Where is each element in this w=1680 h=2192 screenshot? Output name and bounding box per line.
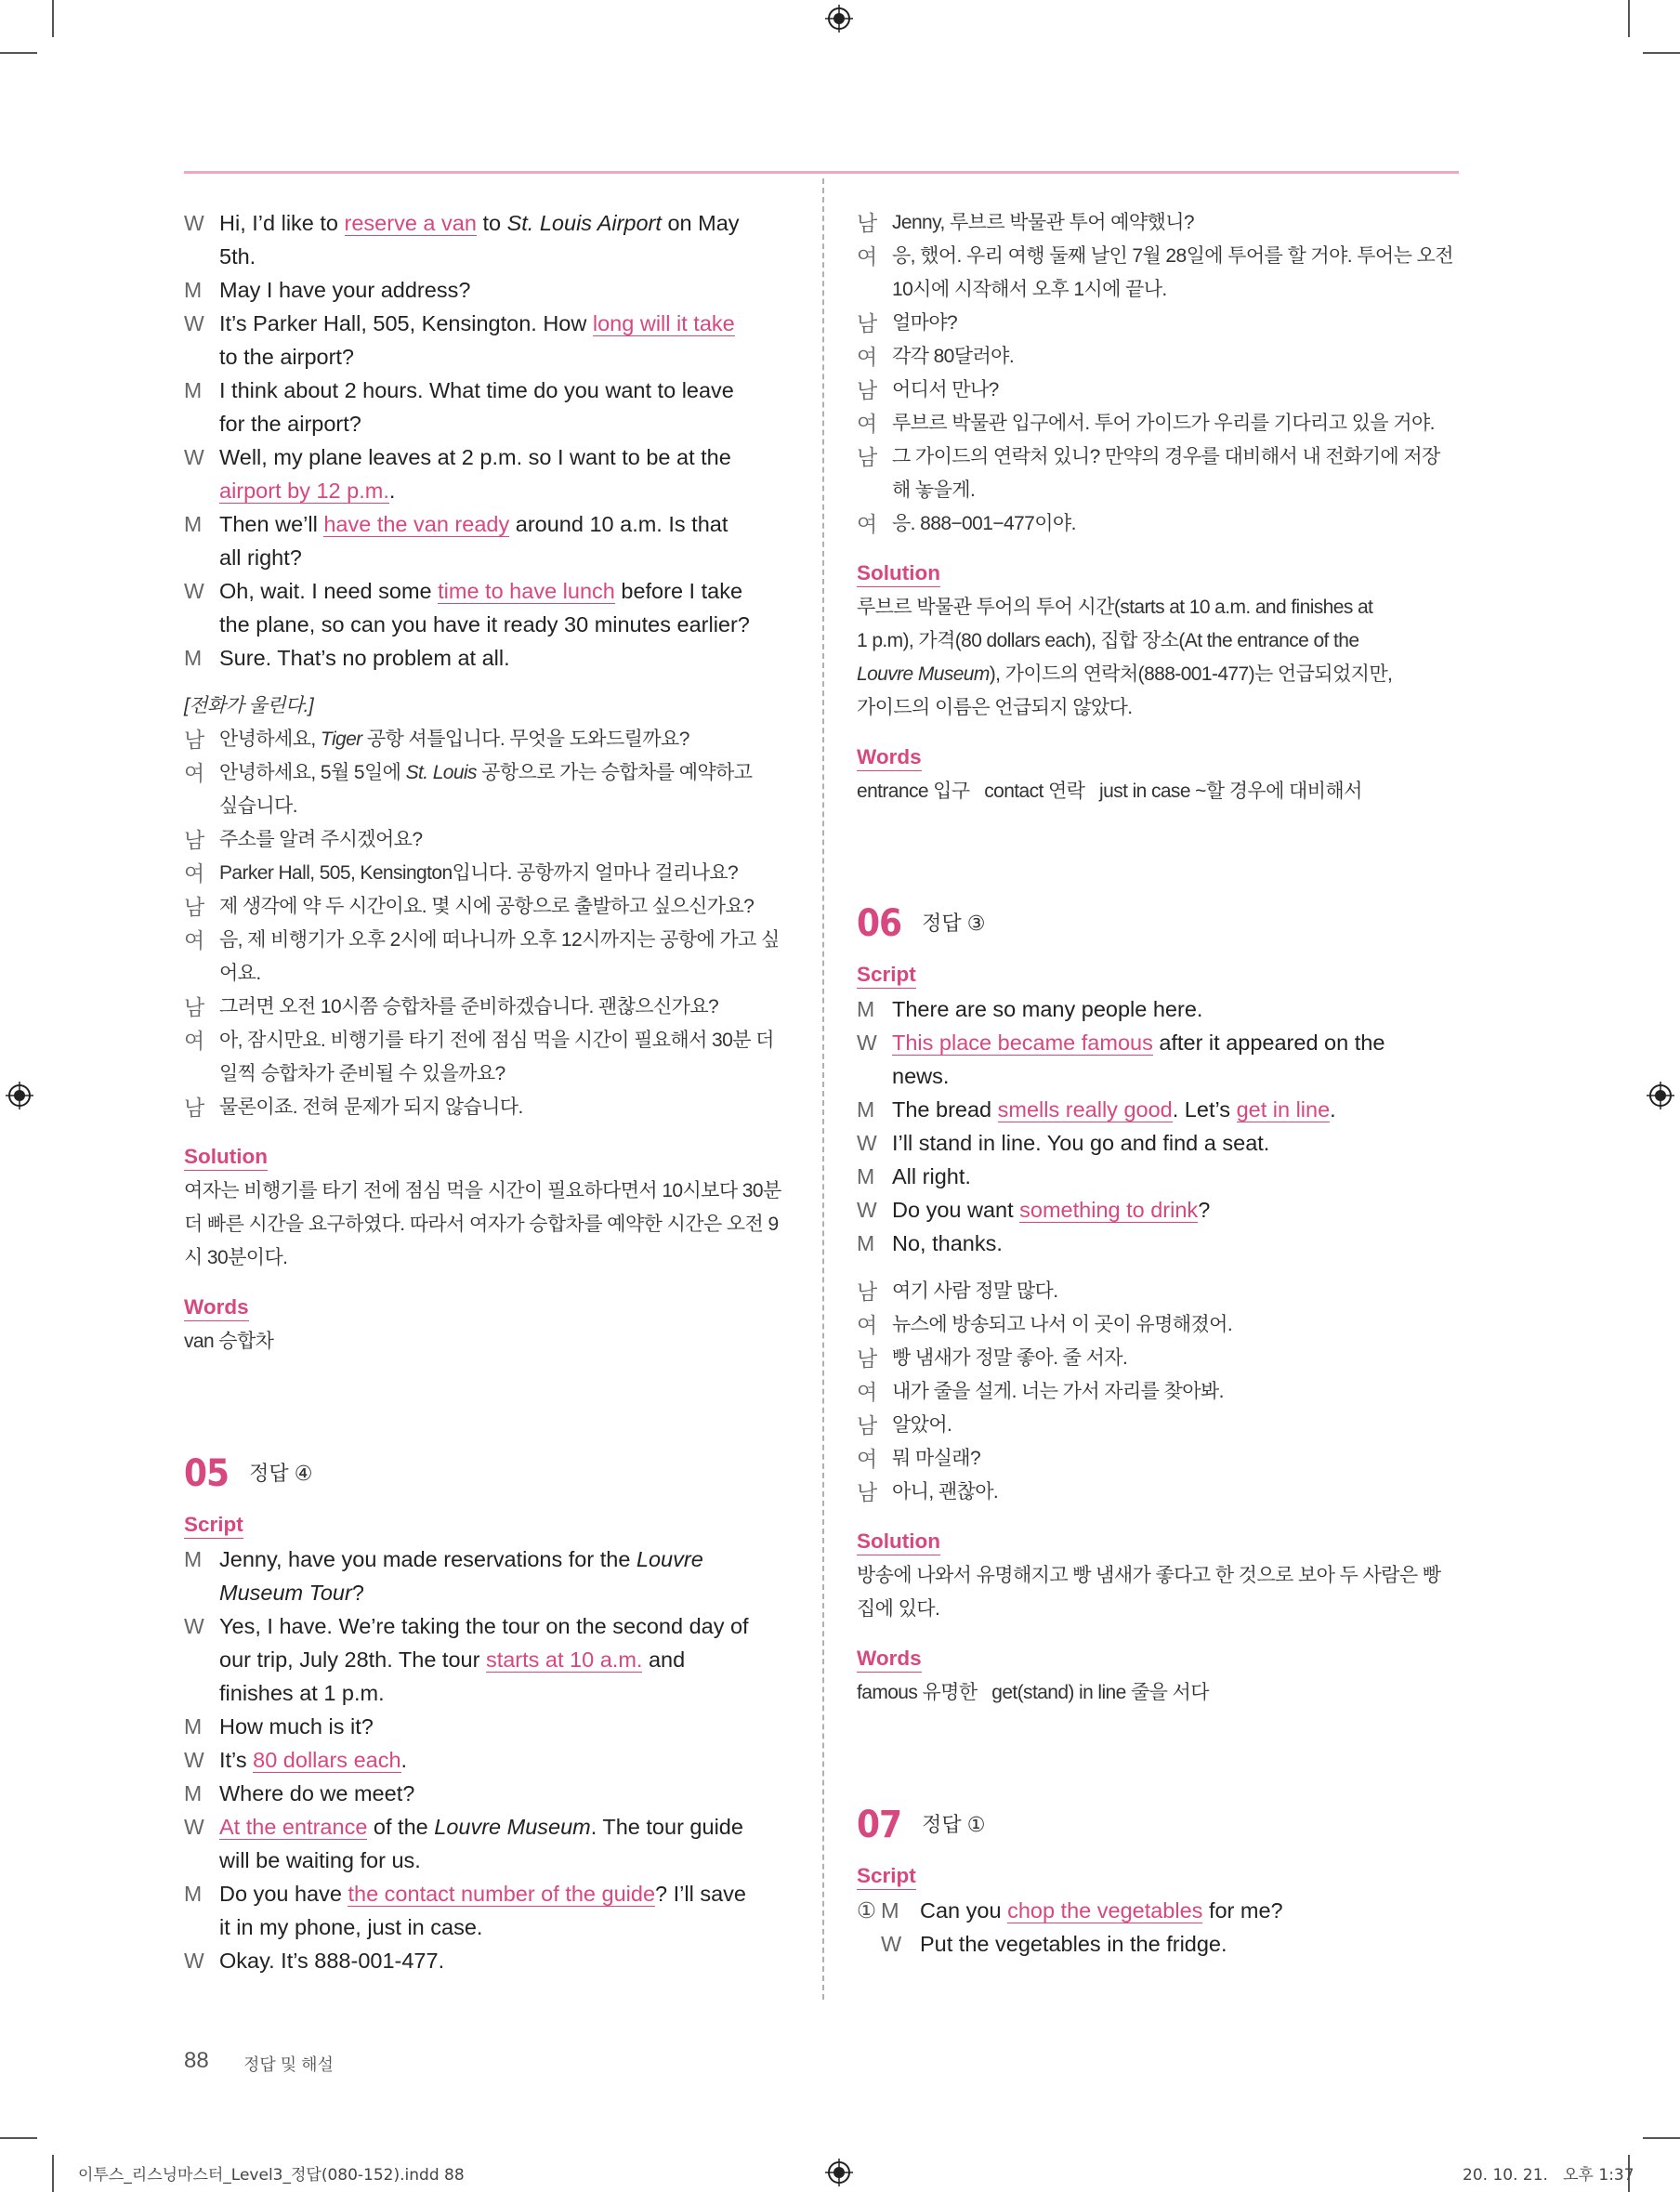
solution-text — [857, 591, 1459, 725]
text-run: Louvre Museum — [434, 1815, 591, 1839]
text-run: 루브르 박물관 입구에서. 투어 가이드가 우리를 기다리고 있을 거야. — [892, 413, 1435, 434]
speaker-label: 남 — [857, 378, 877, 402]
text-run: It’s — [219, 1748, 254, 1772]
dialogue-line — [857, 407, 1459, 440]
speaker-label: M — [184, 1714, 203, 1739]
speaker-label: W — [184, 1949, 204, 1973]
text-run: 뭐 마실래? — [892, 1448, 981, 1469]
speaker-label: W — [881, 1932, 902, 1956]
dialogue-line — [857, 1160, 1459, 1193]
text-run: for the airport? — [219, 412, 361, 436]
speaker-label: 남 — [857, 211, 877, 235]
text-run: 응. 888−001−477이야. — [892, 513, 1076, 534]
highlighted-phrase: reserve a van — [344, 211, 477, 235]
dialogue-line — [184, 1910, 786, 1944]
text-run: Louvre Museum — [857, 663, 990, 685]
speaker-label: 남 — [857, 445, 877, 469]
highlighted-phrase: the contact number of the guide — [348, 1882, 656, 1906]
question-07-heading — [857, 1792, 1459, 1858]
text-run: to — [476, 211, 507, 235]
dialogue-line — [184, 240, 786, 273]
text-run: for me? — [1202, 1898, 1283, 1923]
dialogue-line — [857, 307, 1459, 340]
solution-text — [857, 1559, 1459, 1626]
right-column — [857, 206, 1459, 1961]
speaker-label: 여 — [857, 1380, 877, 1404]
dialogue-line — [857, 206, 1459, 240]
text-run: May I have your address? — [219, 278, 471, 302]
speaker-label: M — [184, 512, 203, 536]
highlighted-phrase: 80 dollars each — [253, 1748, 401, 1772]
dialogue-line — [184, 1844, 786, 1877]
dialogue-line — [184, 407, 786, 440]
dialogue-line — [184, 273, 786, 307]
text-run: No, thanks. — [892, 1231, 1003, 1255]
question-number: 07 — [857, 1804, 902, 1846]
text-run: Hi, I’d like to — [219, 211, 345, 235]
solution-label: Solution — [857, 1529, 940, 1555]
dialogue-line — [184, 957, 786, 991]
registration-mark-icon — [1647, 1082, 1674, 1109]
words-label: Words — [857, 1646, 922, 1673]
text-run: Do you want — [892, 1198, 1020, 1222]
solution-label: Solution — [184, 1144, 268, 1171]
text-run: Jenny, have you made reservations for the — [219, 1547, 637, 1571]
text-run: Well, my plane leaves at 2 p.m. so I want to be at the — [219, 445, 731, 469]
text-line: 집에 있다. — [857, 1598, 940, 1620]
text-run: All right. — [892, 1164, 971, 1188]
text-run: 5th. — [219, 244, 256, 269]
text-run: 10시에 시작해서 오후 1시에 끝나. — [892, 279, 1167, 300]
speaker-label: W — [184, 311, 204, 335]
dialogue-line — [184, 890, 786, 924]
solution-text — [184, 1175, 786, 1275]
text-run: 내가 줄을 설게. 너는 가서 자리를 찾아봐. — [892, 1381, 1224, 1402]
dialogue-line — [184, 574, 786, 608]
dialogue-line — [184, 991, 786, 1024]
speaker-label: W — [184, 211, 204, 235]
text-run: before I take — [614, 579, 743, 603]
highlighted-phrase: smells really good — [997, 1097, 1173, 1122]
dialogue-line — [184, 641, 786, 675]
crop-mark — [52, 2155, 54, 2192]
speaker-label: M — [184, 646, 203, 670]
dialogue-korean — [184, 723, 786, 1124]
crop-mark — [1643, 52, 1680, 54]
text-run: 안녕하세요, 5월 5일에 — [219, 762, 406, 783]
option-number: ① — [857, 1898, 877, 1923]
text-run: Tiger — [320, 728, 362, 750]
speaker-label: W — [184, 445, 204, 469]
text-run: news. — [892, 1064, 950, 1088]
speaker-label: 남 — [184, 828, 204, 852]
dialogue-line — [857, 474, 1459, 507]
text-run: Put the vegetables in the fridge. — [920, 1932, 1227, 1956]
question-06-korean — [857, 1275, 1459, 1509]
dialogue-line — [184, 307, 786, 340]
speaker-label: 남 — [857, 1346, 877, 1371]
speaker-label: 여 — [857, 412, 877, 436]
text-run: 공항 셔틀입니다. 무엇을 도와드릴까요? — [361, 728, 689, 750]
text-run: 해 놓을게. — [892, 479, 976, 501]
text-run: 그 가이드의 연락처 있니? 만약의 경우를 대비해서 내 전화기에 저장 — [892, 446, 1440, 467]
speaker-label: 여 — [184, 928, 204, 952]
dialogue-line — [857, 374, 1459, 407]
text-run: 가이드의 이름은 언급되지 않았다. — [857, 697, 1133, 718]
question-06-script — [857, 992, 1459, 1260]
dialogue-line — [857, 1093, 1459, 1126]
dialogue-line — [184, 1676, 786, 1710]
dialogue-line — [184, 1609, 786, 1643]
text-run: 싶습니다. — [219, 795, 297, 817]
dialogue-line — [184, 374, 786, 407]
text-run: will be waiting for us. — [219, 1848, 421, 1872]
dialogue-line — [857, 1375, 1459, 1409]
option-line — [857, 1894, 1459, 1927]
script-label: Script — [184, 1512, 243, 1539]
dialogue-line — [184, 1542, 786, 1576]
dialogue-line — [857, 992, 1459, 1026]
dialogue-line — [857, 340, 1459, 374]
dialogue-line — [857, 1126, 1459, 1160]
speaker-label: 여 — [857, 345, 877, 369]
dialogue-line — [184, 206, 786, 240]
question-06-heading — [857, 890, 1459, 957]
text-run: There are so many people here. — [892, 997, 1203, 1021]
speaker-label: 여 — [184, 761, 204, 785]
dialogue-line — [184, 474, 786, 507]
text-run: Parker Hall, 505, Kensington입니다. 공항까지 얼마나 걸리나요? — [219, 862, 739, 884]
crop-mark — [1628, 0, 1630, 37]
question-05-heading — [184, 1440, 786, 1507]
text-line — [857, 691, 1459, 725]
speaker-label: 남 — [184, 895, 204, 919]
highlighted-phrase: have the van ready — [323, 512, 510, 536]
question-05-korean — [857, 206, 1459, 541]
file-slug: 이투스_리스닝마스터_Level3_정답(080-152).indd 88 — [78, 2166, 465, 2185]
text-run: Then we’ll — [219, 512, 324, 536]
words-text: entrance 입구 contact 연락 just in case ~할 경우에 대비해서 — [857, 781, 1362, 802]
dialogue-line — [184, 790, 786, 823]
dialogue-line — [184, 1576, 786, 1609]
text-run: it in my phone, just in case. — [219, 1915, 483, 1939]
text-run: ? — [351, 1581, 364, 1605]
speaker-label: W — [184, 1614, 204, 1638]
dialogue-line — [184, 1777, 786, 1810]
text-run: Okay. It’s 888-001-477. — [219, 1949, 445, 1973]
text-run: 아, 잠시만요. 비행기를 타기 전에 점심 먹을 시간이 필요해서 30분 더 — [219, 1030, 774, 1051]
dialogue-line — [184, 1643, 786, 1676]
dialogue-line — [857, 1275, 1459, 1308]
text-run: 음, 제 비행기가 오후 2시에 떠나니까 오후 12시까지는 공항에 가고 싶 — [219, 929, 780, 951]
dialogue-line — [857, 1193, 1459, 1227]
crop-mark — [1643, 2137, 1680, 2139]
text-line — [857, 624, 1459, 658]
text-run: the plane, so can you have it ready 30 minutes earlier? — [219, 612, 750, 637]
speaker-label: 여 — [184, 1029, 204, 1053]
text-run: 그러면 오전 10시쯤 승합차를 준비하겠습니다. 괜찮으신가요? — [219, 996, 719, 1017]
speaker-label: M — [881, 1898, 899, 1923]
speaker-label: M — [857, 1231, 875, 1255]
text-run: 어디서 만나? — [892, 379, 999, 400]
speaker-label: 남 — [857, 1280, 877, 1304]
text-run: . — [388, 479, 396, 503]
registration-mark-icon — [825, 5, 853, 33]
text-run: I think about 2 hours. What time do you want to leave — [219, 378, 734, 402]
text-run: 1 p.m), 가격(80 dollars each), 집합 장소(At the entrance of the — [857, 630, 1359, 651]
dialogue-line — [857, 1026, 1459, 1059]
speaker-label: W — [184, 1815, 204, 1839]
question-number: 06 — [857, 902, 902, 945]
text-run: 루브르 박물관 투어의 투어 시간(starts at 10 a.m. and finishes at — [857, 597, 1373, 618]
dialogue-line — [184, 1091, 786, 1124]
highlighted-phrase: starts at 10 a.m. — [485, 1647, 643, 1672]
highlighted-phrase: chop the vegetables — [1007, 1898, 1203, 1923]
answer-key: 정답 ① — [922, 1813, 986, 1836]
text-line: 방송에 나와서 유명해지고 빵 냄새가 좋다고 한 것으로 보아 두 사람은 빵 — [857, 1565, 1441, 1586]
dialogue-line — [184, 340, 786, 374]
text-run: 응, 했어. 우리 여행 둘째 날인 7월 28일에 투어를 할 거야. 투어는 오전 — [892, 245, 1453, 267]
text-run: . — [1330, 1097, 1336, 1122]
question-05-script — [184, 1542, 786, 1977]
highlighted-phrase: time to have lunch — [438, 579, 615, 603]
dialogue-line — [184, 1944, 786, 1977]
ring-note: [전화가 울린다.] — [184, 695, 314, 716]
text-run: around 10 a.m. Is that — [509, 512, 728, 536]
dialogue-line — [184, 723, 786, 756]
dialogue-line — [184, 440, 786, 474]
speaker-label: W — [184, 579, 204, 603]
text-line: 시 30분이다. — [184, 1247, 288, 1268]
text-run: of the — [367, 1815, 435, 1839]
dialogue-line — [184, 857, 786, 890]
speaker-label: 여 — [857, 244, 877, 269]
speaker-label: 여 — [184, 861, 204, 886]
text-run: 물론이죠. 전혀 문제가 되지 않습니다. — [219, 1096, 523, 1118]
text-run: Museum Tour — [219, 1581, 352, 1605]
speaker-label: 남 — [857, 1413, 877, 1437]
speaker-label: M — [857, 1097, 875, 1122]
speaker-label: 남 — [184, 728, 204, 752]
question-number: 05 — [184, 1452, 230, 1495]
dialogue-line — [857, 1059, 1459, 1093]
highlighted-phrase: This place became famous — [892, 1030, 1153, 1055]
text-run: 일찍 승합차가 준비될 수 있을까요? — [219, 1063, 505, 1084]
words-label: Words — [857, 744, 922, 771]
text-run: Can you — [920, 1898, 1008, 1923]
column-divider — [822, 178, 824, 2000]
text-run: St. Louis — [405, 762, 477, 783]
text-run: 안녕하세요, — [219, 728, 321, 750]
dialogue-line — [857, 1308, 1459, 1342]
text-run: 여기 사람 정말 많다. — [892, 1280, 1058, 1302]
text-run: after it appeared on the — [1152, 1030, 1385, 1055]
speaker-label: M — [184, 1781, 203, 1805]
text-run: ? — [1198, 1198, 1211, 1222]
text-run: 뉴스에 방송되고 나서 이 곳이 유명해졌어. — [892, 1314, 1233, 1335]
text-run: 공항으로 가는 승합차를 예약하고 — [476, 762, 753, 783]
dialogue-line — [184, 608, 786, 641]
speaker-label: 남 — [857, 1480, 877, 1504]
speaker-label: M — [857, 1164, 875, 1188]
text-line — [857, 591, 1459, 624]
text-run: . — [400, 1748, 408, 1772]
text-run: 제 생각에 약 두 시간이요. 몇 시에 공항으로 출발하고 싶으신가요? — [219, 896, 755, 917]
registration-mark-icon — [825, 2159, 853, 2186]
dialogue-line — [857, 1342, 1459, 1375]
dialogue-line — [184, 541, 786, 574]
text-run: . The tour guide — [590, 1815, 743, 1839]
dialogue-line — [857, 240, 1459, 273]
words-text: van 승합차 — [184, 1331, 274, 1352]
text-run: ? I’ll save — [655, 1882, 746, 1906]
dialogue-line — [857, 273, 1459, 307]
speaker-label: M — [857, 997, 875, 1021]
speaker-label: M — [184, 378, 203, 402]
speaker-label: 여 — [857, 1313, 877, 1337]
text-run: Jenny, 루브르 박물관 투어 예약했니? — [892, 212, 1194, 233]
dialogue-line — [184, 507, 786, 541]
answer-key: 정답 ④ — [249, 1462, 313, 1485]
speaker-label: 남 — [184, 1096, 204, 1120]
speaker-label: W — [184, 1748, 204, 1772]
text-run: St. Louis Airport — [506, 211, 662, 235]
text-run: all right? — [219, 545, 302, 570]
section-title: 정답 및 해설 — [243, 2055, 334, 2074]
text-run: ), 가이드의 연락처(888-001-477)는 언급되었지만, — [989, 663, 1393, 685]
text-run: to the airport? — [219, 345, 355, 369]
text-run: 어요. — [219, 963, 261, 984]
header-rule — [184, 171, 1459, 174]
page-number: 88 — [184, 2048, 209, 2073]
words-label: Words — [184, 1294, 249, 1321]
dialogue-line — [184, 1710, 786, 1743]
speaker-label: W — [857, 1030, 877, 1055]
highlighted-phrase: get in line — [1236, 1097, 1331, 1122]
speaker-label: M — [184, 278, 203, 302]
dialogue-line — [857, 1442, 1459, 1476]
text-run: The bread — [892, 1097, 998, 1122]
text-run: 알았어. — [892, 1414, 952, 1436]
speaker-label: M — [184, 1547, 203, 1571]
dialogue-line — [184, 1743, 786, 1777]
script-label: Script — [857, 962, 916, 989]
speaker-label: W — [857, 1198, 877, 1222]
date-slug: 20. 10. 21. 오후 1:37 — [1463, 2166, 1634, 2185]
speaker-label: 남 — [184, 995, 204, 1019]
text-run: 빵 냄새가 정말 좋아. 줄 서자. — [892, 1347, 1128, 1369]
text-line: 더 빠른 시간을 요구하였다. 따라서 여자가 승합차를 예약한 시간은 오전 9 — [184, 1214, 779, 1235]
highlighted-phrase: long will it take — [592, 311, 735, 335]
text-run: our trip, July 28th. The tour — [219, 1647, 486, 1672]
dialogue-line — [184, 1024, 786, 1057]
dialogue-line — [857, 507, 1459, 541]
dialogue-line — [184, 1810, 786, 1844]
text-run: on May — [661, 211, 740, 235]
speaker-label: 여 — [857, 512, 877, 536]
text-run: How much is it? — [219, 1714, 374, 1739]
dialogue-line — [184, 1057, 786, 1091]
crop-mark — [0, 2137, 37, 2139]
crop-mark — [0, 52, 37, 54]
text-run: . Let’s — [1172, 1097, 1237, 1122]
dialogue-line — [857, 1227, 1459, 1260]
dialogue-english — [184, 206, 786, 675]
script-label: Script — [857, 1863, 916, 1890]
speaker-label: 남 — [857, 311, 877, 335]
dialogue-line — [184, 756, 786, 790]
speaker-label: 여 — [857, 1447, 877, 1471]
text-run: Where do we meet? — [219, 1781, 415, 1805]
highlighted-phrase: something to drink — [1019, 1198, 1199, 1222]
text-run: Sure. That’s no problem at all. — [219, 646, 510, 670]
solution-label: Solution — [857, 560, 940, 587]
text-run: 아니, 괜찮아. — [892, 1481, 999, 1503]
speaker-label: W — [857, 1131, 877, 1155]
text-run: 주소를 알려 주시겠어요? — [219, 829, 423, 850]
text-run: finishes at 1 p.m. — [219, 1681, 385, 1705]
text-line: 여자는 비행기를 타기 전에 점심 먹을 시간이 필요하다면서 10시보다 30분 — [184, 1180, 781, 1201]
question-07-script — [857, 1894, 1459, 1961]
answer-key: 정답 ③ — [922, 912, 986, 935]
registration-mark-icon — [6, 1082, 33, 1109]
dialogue-line — [857, 1409, 1459, 1442]
crop-mark — [52, 0, 54, 37]
left-column — [184, 206, 786, 1977]
option-line — [857, 1927, 1459, 1961]
dialogue-line — [857, 440, 1459, 474]
text-run: Yes, I have. We’re taking the tour on the second day of — [219, 1614, 749, 1638]
text-run: Do you have — [219, 1882, 348, 1906]
highlighted-phrase: airport by 12 p.m. — [219, 479, 389, 503]
text-run: It’s Parker Hall, 505, Kensington. How — [219, 311, 593, 335]
words-text: famous 유명한 get(stand) in line 줄을 서다 — [857, 1682, 1209, 1703]
text-run: and — [642, 1647, 686, 1672]
text-run: 각각 80달러야. — [892, 346, 1015, 367]
text-run: 얼마야? — [892, 312, 958, 334]
text-run: Louvre — [636, 1547, 703, 1571]
speaker-label: M — [184, 1882, 203, 1906]
dialogue-line — [184, 924, 786, 957]
text-run: I’ll stand in line. You go and find a seat. — [892, 1131, 1270, 1155]
dialogue-line — [184, 823, 786, 857]
text-run: Oh, wait. I need some — [219, 579, 439, 603]
text-line — [857, 658, 1459, 691]
dialogue-line — [184, 1877, 786, 1910]
highlighted-phrase: At the entrance — [219, 1815, 368, 1839]
dialogue-line — [857, 1476, 1459, 1509]
